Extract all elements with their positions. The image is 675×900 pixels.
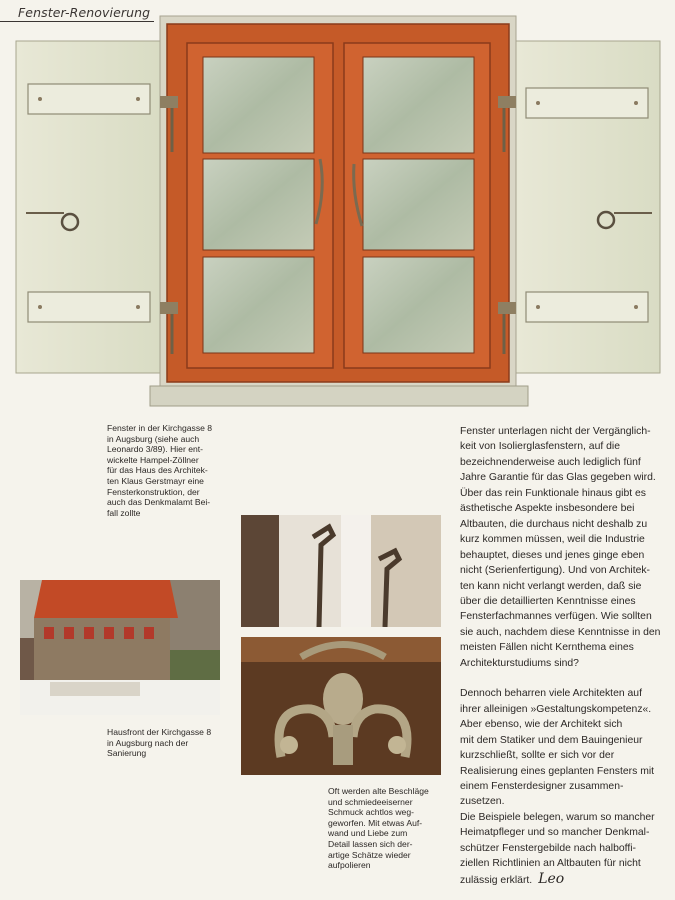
- author-signature: Leo: [538, 870, 565, 887]
- left-shutter: [16, 41, 160, 373]
- house-front-photo: [20, 580, 220, 715]
- window-caption: Fenster in der Kirchgasse 8 in Augsburg (siehe auch Leonardo 3/89). Hier ent- wickelte Hampel-Zöllner für das Haus des Architek- ten Klaus Gerstmayr eine Fensterkonstruktion, der auch das Denkmalamt Bei- fall zollte: [107, 423, 213, 518]
- article-body: Fenster unterlagen nicht der Vergänglich- keit von Isolierglasfenstern, auf die bezeichnenderweise auch lediglich fünf Jahre Garantie für das Glas gegeben wird. Über das rein Funktionale hinaus gibt es ästhetische Aspekte insbesondere bei Altbauten, die durchaus nicht deshalb zu kurz kommen müssen, weil die Industrie behauptet, dieses und jenes ginge eben nicht (Serienfertigung). Und von Architek- ten kann nicht verlangt werden, daß sie über die detaillierten Kenntnisse eines Fensterfachmannes verfügen. Wie sollten sie auch, nachdem diese Kenntnisse in den meisten Fällen nicht Kernthema eines Architekturstudiums sind? Dennoch beharren viele Architekten auf ihrer alleinigen »Gestaltungskompetenz«. Aber ebenso, wie der Architekt sich mit dem Statiker und dem Bauingenieur kurzschließt, sollte er sich vor der Realisierung eines geplanten Fensters mit einem Fensterdesigner zusammen- zusetzen. Die Beispiele belegen, warum so mancher Heimatpfleger und so mancher Denkmal- schützer Fenstergebilde nach halboffi- ziellen Richtlinien an Altbauten für nicht zulässig erklärt. Leo: [460, 426, 661, 887]
- ornament-detail-photo: [241, 637, 441, 775]
- details-caption: Oft werden alte Beschläge und schmiedeeiserner Schmuck achtlos weg- geworfen. Mit etwas Auf- wand und Liebe zum Detail lassen sich der- artige Schätze wieder aufpolieren: [328, 786, 429, 871]
- window-illustration: [14, 14, 664, 412]
- house-caption: Hausfront der Kirchgasse 8 in Augsburg nach der Sanierung: [107, 727, 212, 759]
- hinge-detail-photo: [241, 515, 441, 627]
- section-title: Fenster-Renovierung: [18, 5, 151, 20]
- right-shutter: [516, 41, 660, 373]
